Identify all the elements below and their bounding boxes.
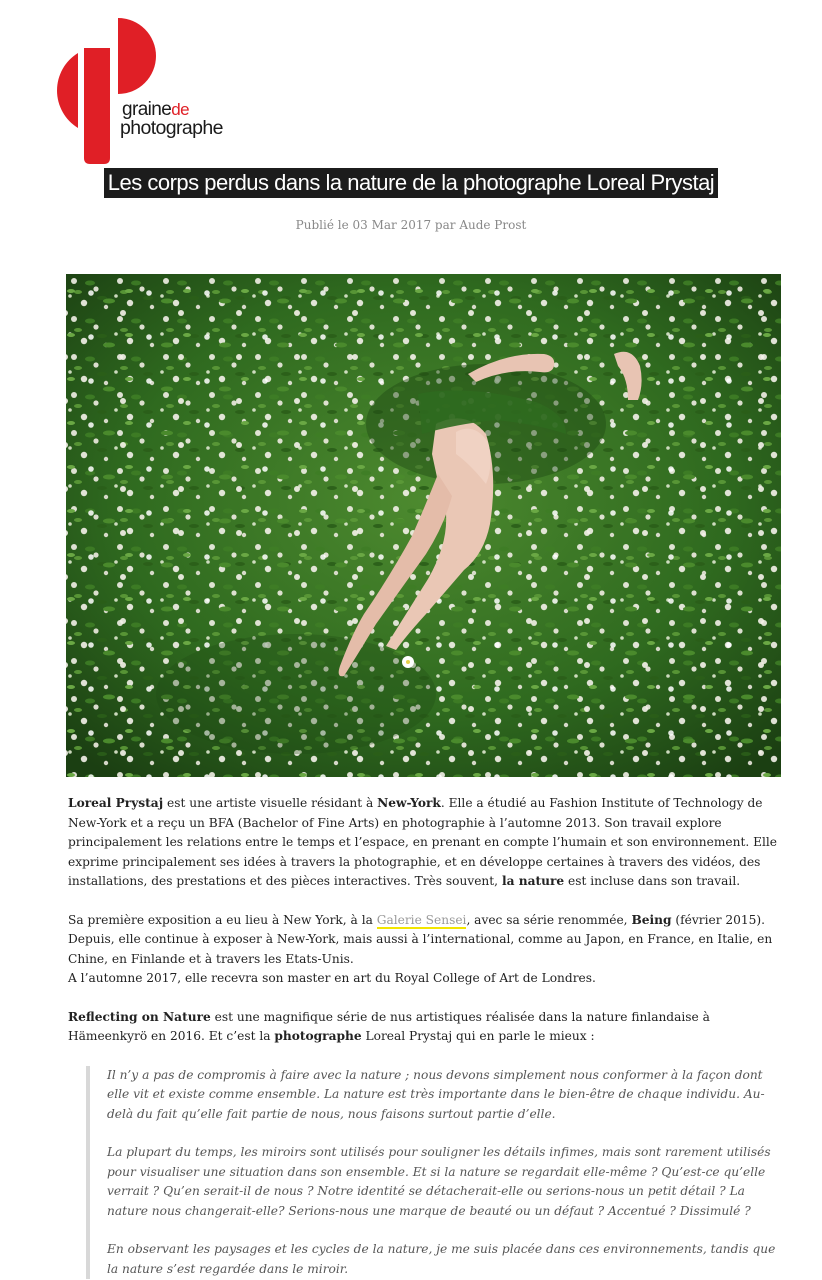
series-name-reflecting: Reflecting on Nature (68, 1009, 211, 1024)
logo-mark-icon (34, 18, 224, 166)
text-segment: A l’automne 2017, elle recevra son master en art du Royal College of Art de Londres. (68, 971, 596, 985)
text-segment: Loreal Prystaj qui en parle le mieux : (361, 1029, 595, 1043)
artist-quote (86, 1066, 780, 1280)
series-name-being: Being (631, 912, 672, 927)
article-title: Les corps perdus dans la nature de la photographe Loreal Prystaj (104, 168, 718, 198)
text-segment: (février 2015). Depuis, elle continue à exposer à New-York, mais aussi à l’international, comme au Japon, en France, en Italie, en Chine, en Finlande et à travers les Etats-Unis. (68, 912, 773, 966)
keyword-photographe: photographe (274, 1029, 362, 1043)
paragraph-exhibitions (68, 911, 780, 989)
text-segment: , avec sa série renommée, (466, 912, 632, 927)
article-meta: Publié le 03 Mar 2017 par Aude Prost (295, 218, 527, 232)
text-segment: Sa première exposition a eu lieu à New York, à la (68, 912, 377, 927)
link-galerie-sensei[interactable]: Galerie Sensei (376, 912, 467, 927)
text-segment: est incluse dans son travail. (564, 874, 741, 888)
keyword-nature: la nature (501, 874, 565, 888)
artist-name: Loreal Prystaj (68, 796, 164, 810)
logo-text-graine-de: grainede (122, 99, 189, 120)
quote-paragraph-3: En observant les paysages et les cycles de la nature, je me suis placée dans ces environnements, tandis que la nature s’est regardée dans le miroir. (107, 1242, 776, 1276)
text-segment: est une artiste visuelle résidant à (163, 796, 378, 810)
city-name: New-York (377, 796, 441, 810)
logo-text-photographe: photographe (120, 117, 223, 139)
quote-paragraph-2: La plupart du temps, les miroirs sont utilisés pour souligner les détails infimes, mais sont rarement utilisés pour visualiser une situation dans son ensemble. Et si la nature se regardait elle-même ? Qu’est-ce qu’elle verrait ? Qu’en serait-il de nous ? Notre identité se détacherait-elle ou serions-nous un petit détail ? La nature nous changerait-elle? Serions-nous une marque de beauté ou un défaut ? Accentué ? Dissimulé ? (107, 1145, 771, 1218)
quote-paragraph-1: Il n’y a pas de compromis à faire avec la nature ; nous devons simplement nous conformer à la façon dont elle vit et existe comme ensemble. La nature est très importante dans le bien-être de chaque individu. Au-delà du fait qu’elle fait partie de nous, nous faisons surtout partie d’elle. (107, 1067, 765, 1121)
paragraph-intro (68, 794, 780, 892)
article-title-wrapper (0, 168, 822, 198)
text-segment: est une magnifique série de nus artistiques réalisée dans la nature finlandaise à Hämeenkyrö en 2016. Et c’est la (68, 1009, 710, 1043)
article-body (68, 794, 780, 1279)
site-logo[interactable] (34, 18, 224, 166)
paragraph-series (68, 1008, 780, 1047)
text-segment: . Elle a étudié au Fashion Institute of Technology de New-York et a reçu un BFA (Bachelor of Fine Arts) en photographie à l’automne 2013. Son travail explore principalement les relations entre le temps et l’espace, en prenant en compte l’humain et son environnement. Elle exprime principalement ses idées à travers la photographie, et en développe certaines à travers des vidéos, des installations, des prestations et des pièces interactives. Très souvent, (68, 796, 778, 888)
photo-clover-field-icon (66, 274, 781, 777)
hero-image (66, 274, 781, 777)
